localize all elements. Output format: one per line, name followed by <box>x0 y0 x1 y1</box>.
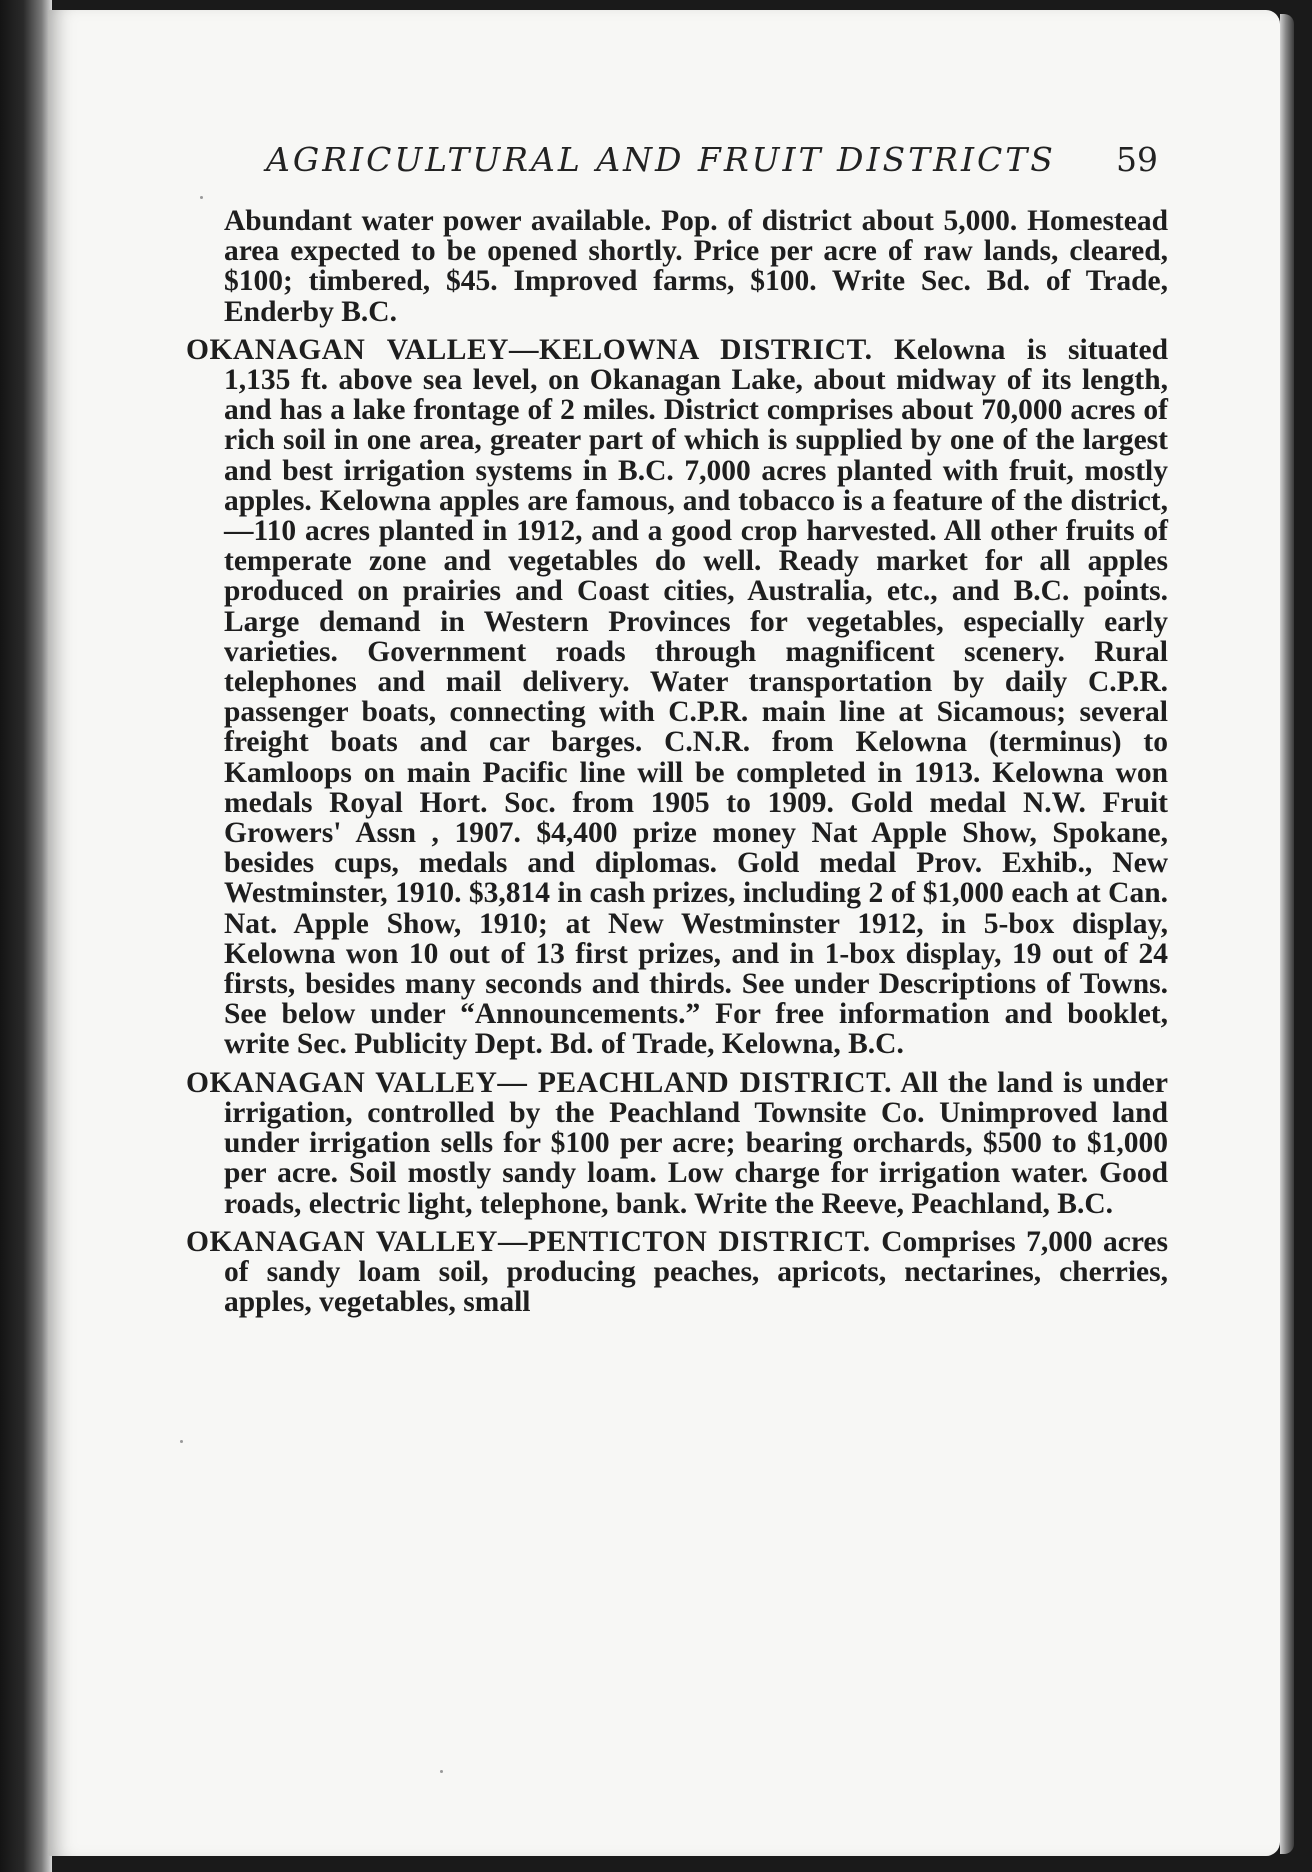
page-number: 59 <box>1116 140 1158 179</box>
entry-enderby-continuation <box>186 206 1168 327</box>
entry-peachland <box>186 1068 1168 1219</box>
entry-heading: OKANAGAN VALLEY—PENTICTON DISTRICT. <box>186 1225 871 1258</box>
entry-penticton <box>186 1227 1168 1318</box>
entry-heading: OKANAGAN VALLEY— PEACHLAND DISTRICT. <box>186 1066 892 1099</box>
entry-text: All the land is under irrigation, controlled by the Peachland Townsite Co. Unimproved land under irrigation sells for $100 per acre; bearing orchards, $500 to $1,000 per acre. Soil mostly sandy loam. Low charge for irrigation water. Good roads, electric light, telephone, bank. Write the Reeve, Peachland, B.C. <box>224 1066 1168 1220</box>
entry-text: Kelowna is situated 1,135 ft. above sea level, on Okanagan Lake, about midway of its length, and has a lake frontage of 2 miles. District comprises about 70,000 acres of rich soil in one area, greater part of which is supplied by one of the largest and best irrigation systems in B.C. 7,000 acres planted with fruit, mostly apples. Kelowna apples are famous, and tobacco is a feature of the district,—110 acres planted in 1912, and a good crop harvested. All other fruits of temperate zone and vegetables do well. Ready market for all apples produced on prairies and Coast cities, Australia, etc., and B.C. points. Large demand in Western Provinces for vegetables, especially early varieties. Government roads through magnificent scenery. Rural telephones and mail delivery. Water transportation by daily C.P.R. passenger boats, connecting with C.P.R. main line at Sicamous; several freight boats and car barges. C.N.R. from Kelowna (terminus) to Kamloops on main Pacific line will be completed in 1913. Kelowna won medals Royal Hort. Soc. from 1905 to 1909. Gold medal N.W. Fruit Growers' Assn , 1907. $4,400 prize money Nat Apple Show, Spokane, besides cups, medals and diplomas. Gold medal Prov. Exhib., New Westminster, 1910. $3,814 in cash prizes, including 2 of $1,000 each at Can. Nat. Apple Show, 1910; at New Westminster 1912, in 5-box display, Kelowna won 10 out of 13 first prizes, and in 1-box display, 19 out of 24 firsts, besides many seconds and thirds. See under Descriptions of Towns. See below under “Announcements.” For free information and booklet, write Sec. Publicity Dept. Bd. of Trade, Kelowna, B.C. <box>224 333 1169 1061</box>
entry-text: Abundant water power available. Pop. of district about 5,000. Homestead area expected to be opened shortly. Price per acre of raw lands, cleared, $100; timbered, $45. Improved farms, $100. Write Sec. Bd. of Trade, Enderby B.C. <box>224 205 1168 328</box>
entry-kelowna <box>186 335 1168 1060</box>
running-header: AGRICULTURAL AND FRUIT DISTRICTS <box>266 140 1056 179</box>
paper-speck <box>440 1770 443 1773</box>
entry-text: Comprises 7,000 acres of sandy loam soil, producing peaches, apricots, nectarines, cherries, apples, vegetables, small <box>224 1225 1168 1319</box>
page-body <box>186 206 1168 1325</box>
entry-heading: OKANAGAN VALLEY—KELOWNA DISTRICT. <box>186 333 873 366</box>
book-binding-shadow <box>0 0 52 1872</box>
page-edge-shadow <box>1280 14 1294 1854</box>
paper-speck <box>180 1440 183 1443</box>
paper-speck <box>200 196 203 199</box>
